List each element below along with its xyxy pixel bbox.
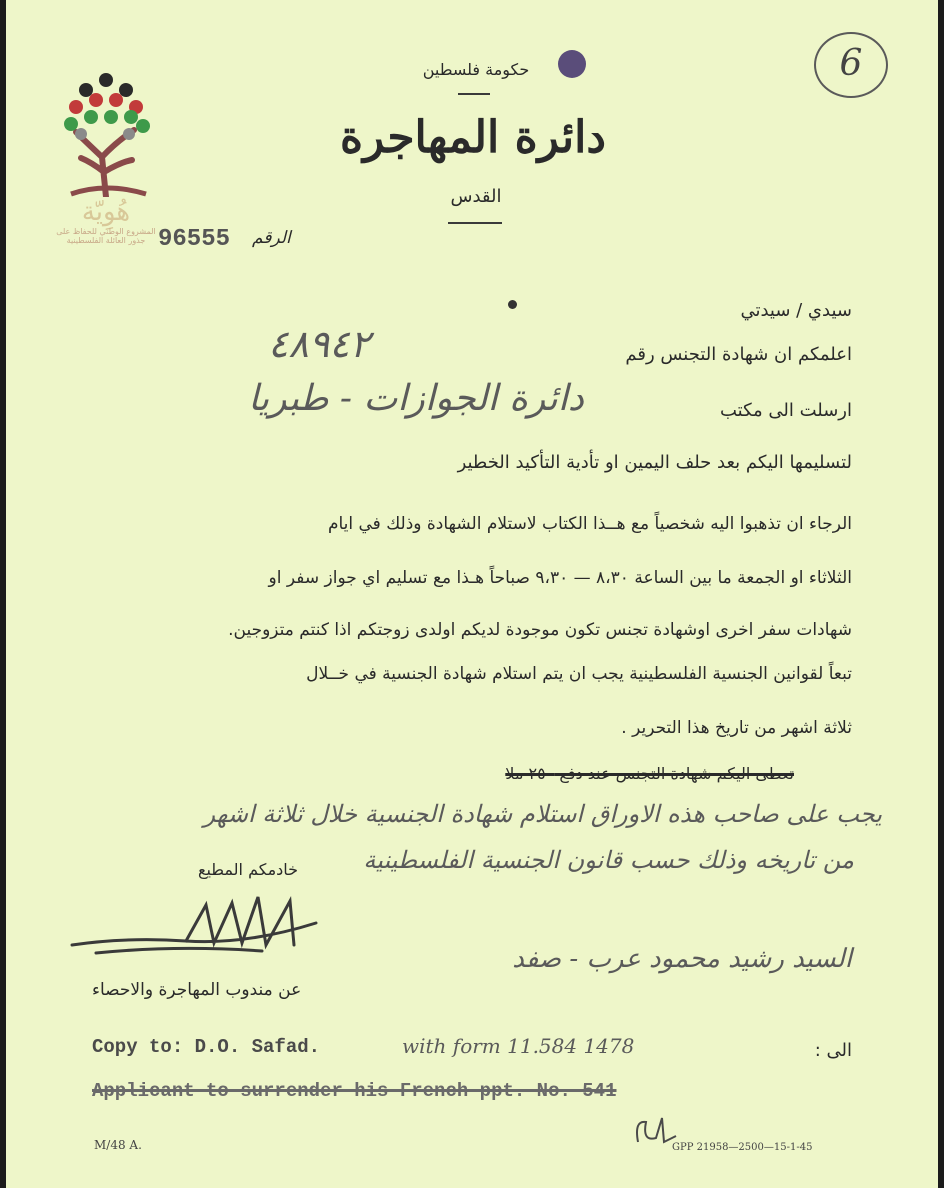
- form-code: M/48 A.: [94, 1138, 142, 1152]
- closing: خادمكم المطيع: [197, 860, 299, 879]
- line-certificate: اعلمكم ان شهادة التجنس رقم: [625, 344, 852, 365]
- salutation: سيدي / سيدتي: [740, 300, 852, 321]
- line-handover: لتسليمها اليكم بعد حلف اليمين او تأدية التأكيد الخطير: [457, 452, 852, 473]
- office-handwritten: دائرة الجوازات - طبريا: [248, 378, 584, 419]
- watermark-tagline-1: المشروع الوطني للحفاظ على: [56, 227, 156, 236]
- tree-icon: [46, 62, 166, 197]
- header-rule-bottom: [448, 222, 502, 224]
- printer-code: GPP 21958—2500—15-1-45: [672, 1142, 813, 1153]
- addressee-handwritten: السيد رشيد محمود عرب - صفد: [512, 944, 852, 974]
- line-sent-to: ارسلت الى مكتب: [719, 400, 852, 421]
- watermark-logo: [46, 62, 166, 262]
- applicant-line: Applicant to surrender his French ppt. No. 541: [92, 1080, 617, 1102]
- document-page: [6, 0, 938, 1188]
- handwritten-note-line-1: يجب على صاحب هذه الاوراق استلام شهادة الجنسية خلال ثلاثة اشهر: [203, 800, 882, 828]
- paragraph1-line-2: الثلاثاء او الجمعة ما بين الساعة ٨،٣٠ — ٩،٣٠ صباحاً هـذا مع تسليم اي جواز سفر او: [268, 568, 852, 588]
- page-number-circle: [814, 32, 888, 98]
- stamp-dot: [558, 50, 586, 78]
- watermark-brand: هُوِيّة: [81, 197, 131, 227]
- department-title: دائرة المهاجرة: [340, 112, 606, 163]
- header-rule-top: [458, 93, 490, 95]
- paragraph2-line-2: ثلاثة اشهر من تاريخ هذا التحرير .: [621, 718, 852, 738]
- city-name: القدس: [450, 186, 502, 207]
- certificate-number-handwritten: ٤٨٩٤٢: [268, 322, 371, 366]
- signatory: عن مندوب المهاجرة والاحصاء: [92, 980, 302, 1000]
- to-label: الى :: [814, 1040, 852, 1061]
- government-name: حكومة فلسطين: [422, 60, 530, 79]
- reference-number: 96555: [158, 226, 231, 253]
- copy-to-handwritten: with form 11.584 1478: [402, 1034, 635, 1058]
- handwritten-note-line-2: من تاريخه وذلك حسب قانون الجنسية الفلسطينية: [363, 846, 854, 874]
- signature: [66, 885, 326, 960]
- ink-dot: [508, 300, 517, 309]
- paragraph1-line-3: شهادات سفر اخرى اوشهادة تجنس تكون موجودة لديكم اولدى زوجتكم اذا كنتم متزوجين.: [228, 620, 852, 640]
- copy-to: Copy to: D.O. Safad.: [92, 1036, 321, 1058]
- reference-label: الرقم: [252, 228, 291, 248]
- paragraph2-line-1: تبعاً لقوانين الجنسية الفلسطينية يجب ان يتم استلام شهادة الجنسية في خــلال: [306, 664, 852, 684]
- page-number: 6: [839, 43, 863, 84]
- paragraph1-line-1: الرجاء ان تذهبوا اليه شخصياً مع هــذا الكتاب لاستلام الشهادة وذلك في ايام: [327, 514, 852, 534]
- watermark-tagline-2: جذور العائلة الفلسطينية: [66, 236, 146, 245]
- struck-line: تعطى اليكم شهادة التجنس عند دفع ٢٥٠ ملا: [505, 764, 794, 783]
- scribble-mark: [628, 1112, 688, 1152]
